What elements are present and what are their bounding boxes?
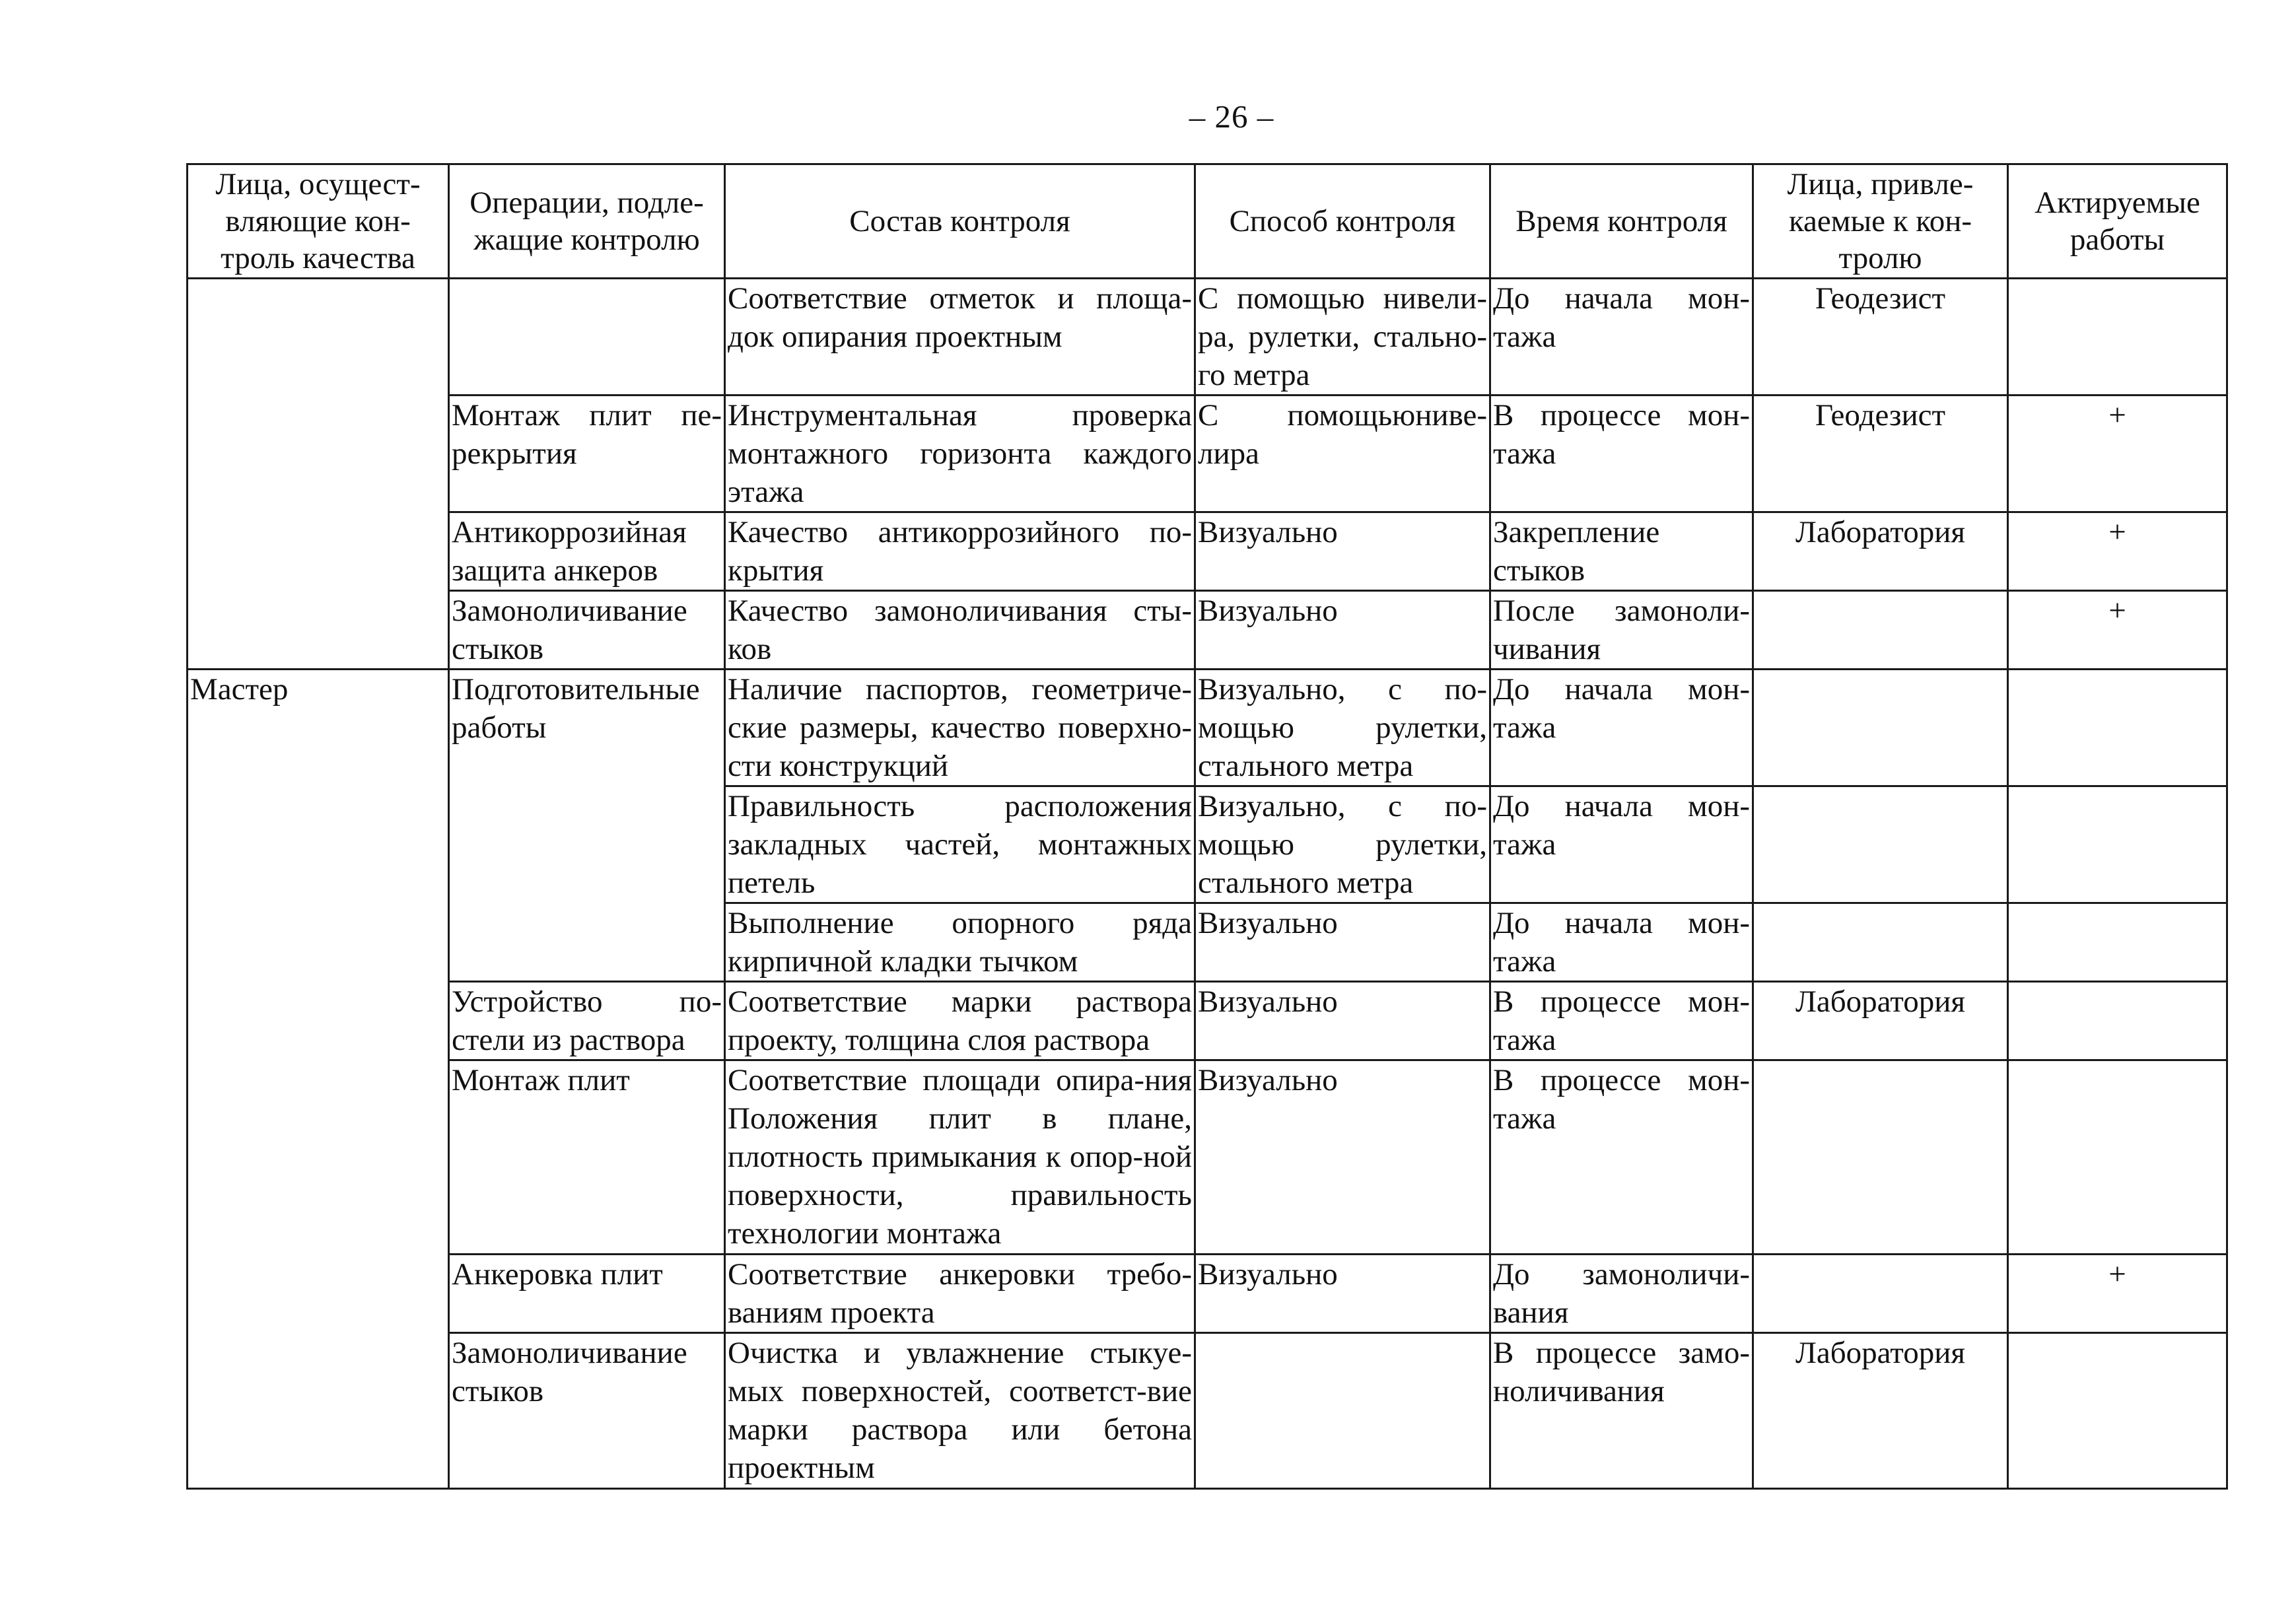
cell-involved (1753, 591, 2008, 670)
cell-composition: Правильность расположения закладных частей, монтажных петель (725, 786, 1195, 903)
cell-composition: Качество антикоррозийного по-крытия (725, 512, 1195, 591)
cell-involved (1753, 670, 2008, 786)
cell-acted (2008, 786, 2227, 903)
cell-involved (1753, 1255, 2008, 1333)
cell-operation: Антикоррозийная защита анкеров (449, 512, 725, 591)
cell-persons: Мастер (188, 670, 449, 1489)
cell-involved: Лаборатория (1753, 982, 2008, 1060)
cell-time: В процессе мон-тажа (1490, 982, 1753, 1060)
table-row (188, 279, 2227, 396)
cell-composition: Соответствие анкеровки требо-ваниям проекта (725, 1255, 1195, 1333)
cell-method: Визуально (1195, 591, 1490, 670)
table-row (188, 1060, 2227, 1255)
cell-operation: Устройство по-стели из раствора (449, 982, 725, 1060)
cell-time: В процессе мон-тажа (1490, 396, 1753, 512)
header-method: Способ контроля (1195, 164, 1490, 279)
cell-acted (2008, 670, 2227, 786)
cell-time: Закрепление стыков (1490, 512, 1753, 591)
cell-involved (1753, 1060, 2008, 1255)
cell-time: До начала мон-тажа (1490, 279, 1753, 396)
cell-acted: + (2008, 1255, 2227, 1333)
cell-operation: Анкеровка плит (449, 1255, 725, 1333)
cell-operation: Замоноличивание стыков (449, 591, 725, 670)
cell-composition: Качество замоноличивания сты-ков (725, 591, 1195, 670)
cell-composition: Наличие паспортов, геометриче-ские размеры, качество поверхно-сти конструкций (725, 670, 1195, 786)
cell-acted: + (2008, 396, 2227, 512)
cell-time: После замоноли-чивания (1490, 591, 1753, 670)
cell-operation: Замоноличивание стыков (449, 1333, 725, 1489)
cell-acted (2008, 1333, 2227, 1489)
cell-composition: Соответствие площади опира-ния Положения плит в плане, плотность примыкания к опор-ной поверхности, правильность технологии монтажа (725, 1060, 1195, 1255)
cell-time: В процессе замо-ноличивания (1490, 1333, 1753, 1489)
cell-time: До замоноличи-вания (1490, 1255, 1753, 1333)
cell-involved: Лаборатория (1753, 512, 2008, 591)
cell-acted (2008, 279, 2227, 396)
header-acted-works: Актируемые работы (2008, 164, 2227, 279)
cell-method: Визуально (1195, 1060, 1490, 1255)
table-row (188, 1333, 2227, 1489)
cell-composition: Инструментальная проверка монтажного горизонта каждого этажа (725, 396, 1195, 512)
cell-operation: Монтаж плит пе-рекрытия (449, 396, 725, 512)
cell-method: Визуально (1195, 512, 1490, 591)
cell-method: Визуально, с по-мощью рулетки, стального метра (1195, 670, 1490, 786)
cell-persons (188, 279, 449, 670)
cell-method (1195, 1333, 1490, 1489)
cell-operation: Подготовительные работы (449, 670, 725, 982)
table-header-row (188, 164, 2227, 279)
cell-composition: Соответствие отметок и площа-док опирания проектным (725, 279, 1195, 396)
cell-method: С помощьюниве-лира (1195, 396, 1490, 512)
quality-control-table (186, 163, 2228, 1490)
cell-method: Визуально (1195, 1255, 1490, 1333)
cell-method: Визуально (1195, 903, 1490, 982)
cell-operation (449, 279, 725, 396)
cell-time: До начала мон-тажа (1490, 670, 1753, 786)
cell-composition: Очистка и увлажнение стыкуе-мых поверхностей, соответст-вие марки раствора или бетона проектным (725, 1333, 1195, 1489)
cell-operation: Монтаж плит (449, 1060, 725, 1255)
cell-time: До начала мон-тажа (1490, 903, 1753, 982)
cell-involved: Лаборатория (1753, 1333, 2008, 1489)
cell-method: С помощью нивели-ра, рулетки, стально-го метра (1195, 279, 1490, 396)
cell-acted (2008, 903, 2227, 982)
table-row (188, 670, 2227, 786)
header-persons: Лица, осущест-вляющие кон-троль качества (188, 164, 449, 279)
table-row (188, 396, 2227, 512)
header-time: Время контроля (1490, 164, 1753, 279)
cell-composition: Выполнение опорного ряда кирпичной кладки тычком (725, 903, 1195, 982)
cell-involved: Геодезист (1753, 279, 2008, 396)
table-row (188, 591, 2227, 670)
cell-acted (2008, 1060, 2227, 1255)
cell-acted: + (2008, 591, 2227, 670)
header-operations: Операции, подле-жащие контролю (449, 164, 725, 279)
header-involved: Лица, привле-каемые к кон-тролю (1753, 164, 2008, 279)
table-row (188, 512, 2227, 591)
cell-involved (1753, 903, 2008, 982)
table-row (188, 982, 2227, 1060)
cell-involved: Геодезист (1753, 396, 2008, 512)
cell-acted: + (2008, 512, 2227, 591)
cell-acted (2008, 982, 2227, 1060)
cell-method: Визуально, с по-мощью рулетки, стального метра (1195, 786, 1490, 903)
table-row (188, 1255, 2227, 1333)
page-number: – 26 – (1189, 98, 1274, 135)
cell-time: В процессе мон-тажа (1490, 1060, 1753, 1255)
cell-composition: Соответствие марки раствора проекту, толщина слоя раствора (725, 982, 1195, 1060)
cell-method: Визуально (1195, 982, 1490, 1060)
header-composition: Состав контроля (725, 164, 1195, 279)
cell-involved (1753, 786, 2008, 903)
cell-time: До начала мон-тажа (1490, 786, 1753, 903)
